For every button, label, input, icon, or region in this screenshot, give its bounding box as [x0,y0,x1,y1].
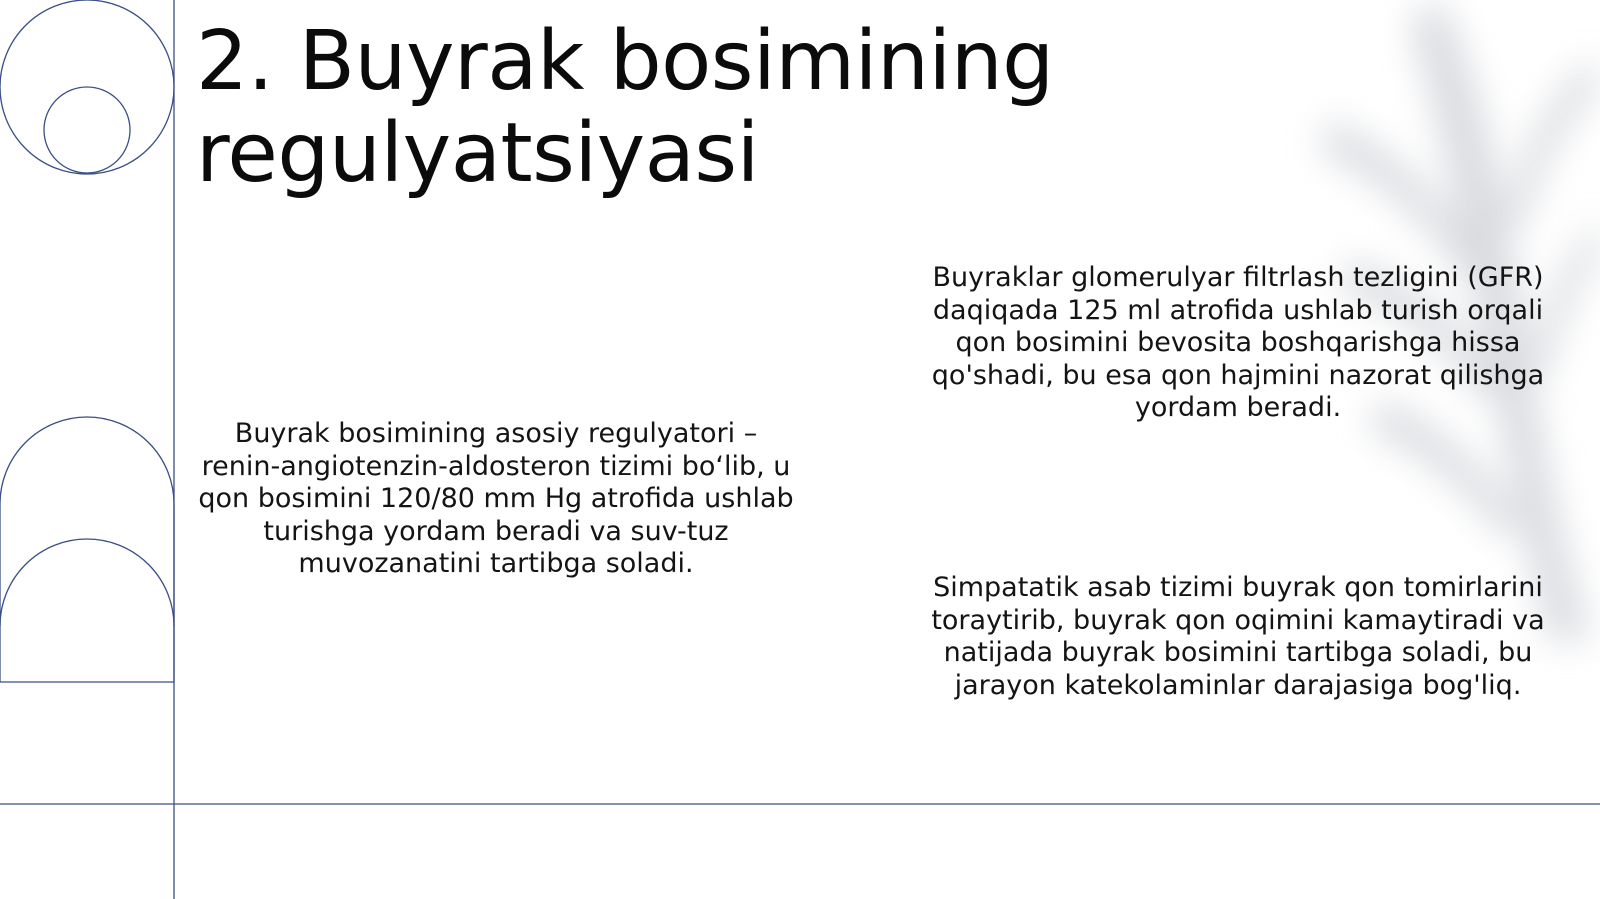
paragraph-sympathetic-system: Simpatatik asab tizimi buyrak qon tomirlarini toraytirib, buyrak qon oqimini kamaytiradi va natijada buyrak bosimini tartibga soladi, bu jarayon katekolaminlar darajasiga bog'liq. [931,572,1545,701]
paragraph-gfr: Buyraklar glomerulyar filtrlash tezligini (GFR) daqiqada 125 ml atrofida ushlab turish orqali qon bosimini bevosita boshqarishga hissa qo'shadi, bu esa qon hajmini nazorat qilishga yordam beradi. [931,262,1545,423]
small-circle-outline [44,87,130,173]
lower-arch-outline [0,539,174,626]
slide-title: 2. Buyrak bosimining regulyatsiyasi [196,14,1054,201]
upper-arch-outline [0,417,174,682]
paragraph-raas-regulator: Buyrak bosimining asosiy regulyatori – renin-angiotenzin-aldosteron tizimi bo‘lib, u qon bosimini 120/80 mm Hg atrofida ushlab turishga yordam beradi va suv-tuz muvozanatini tartibga soladi. [198,418,794,579]
